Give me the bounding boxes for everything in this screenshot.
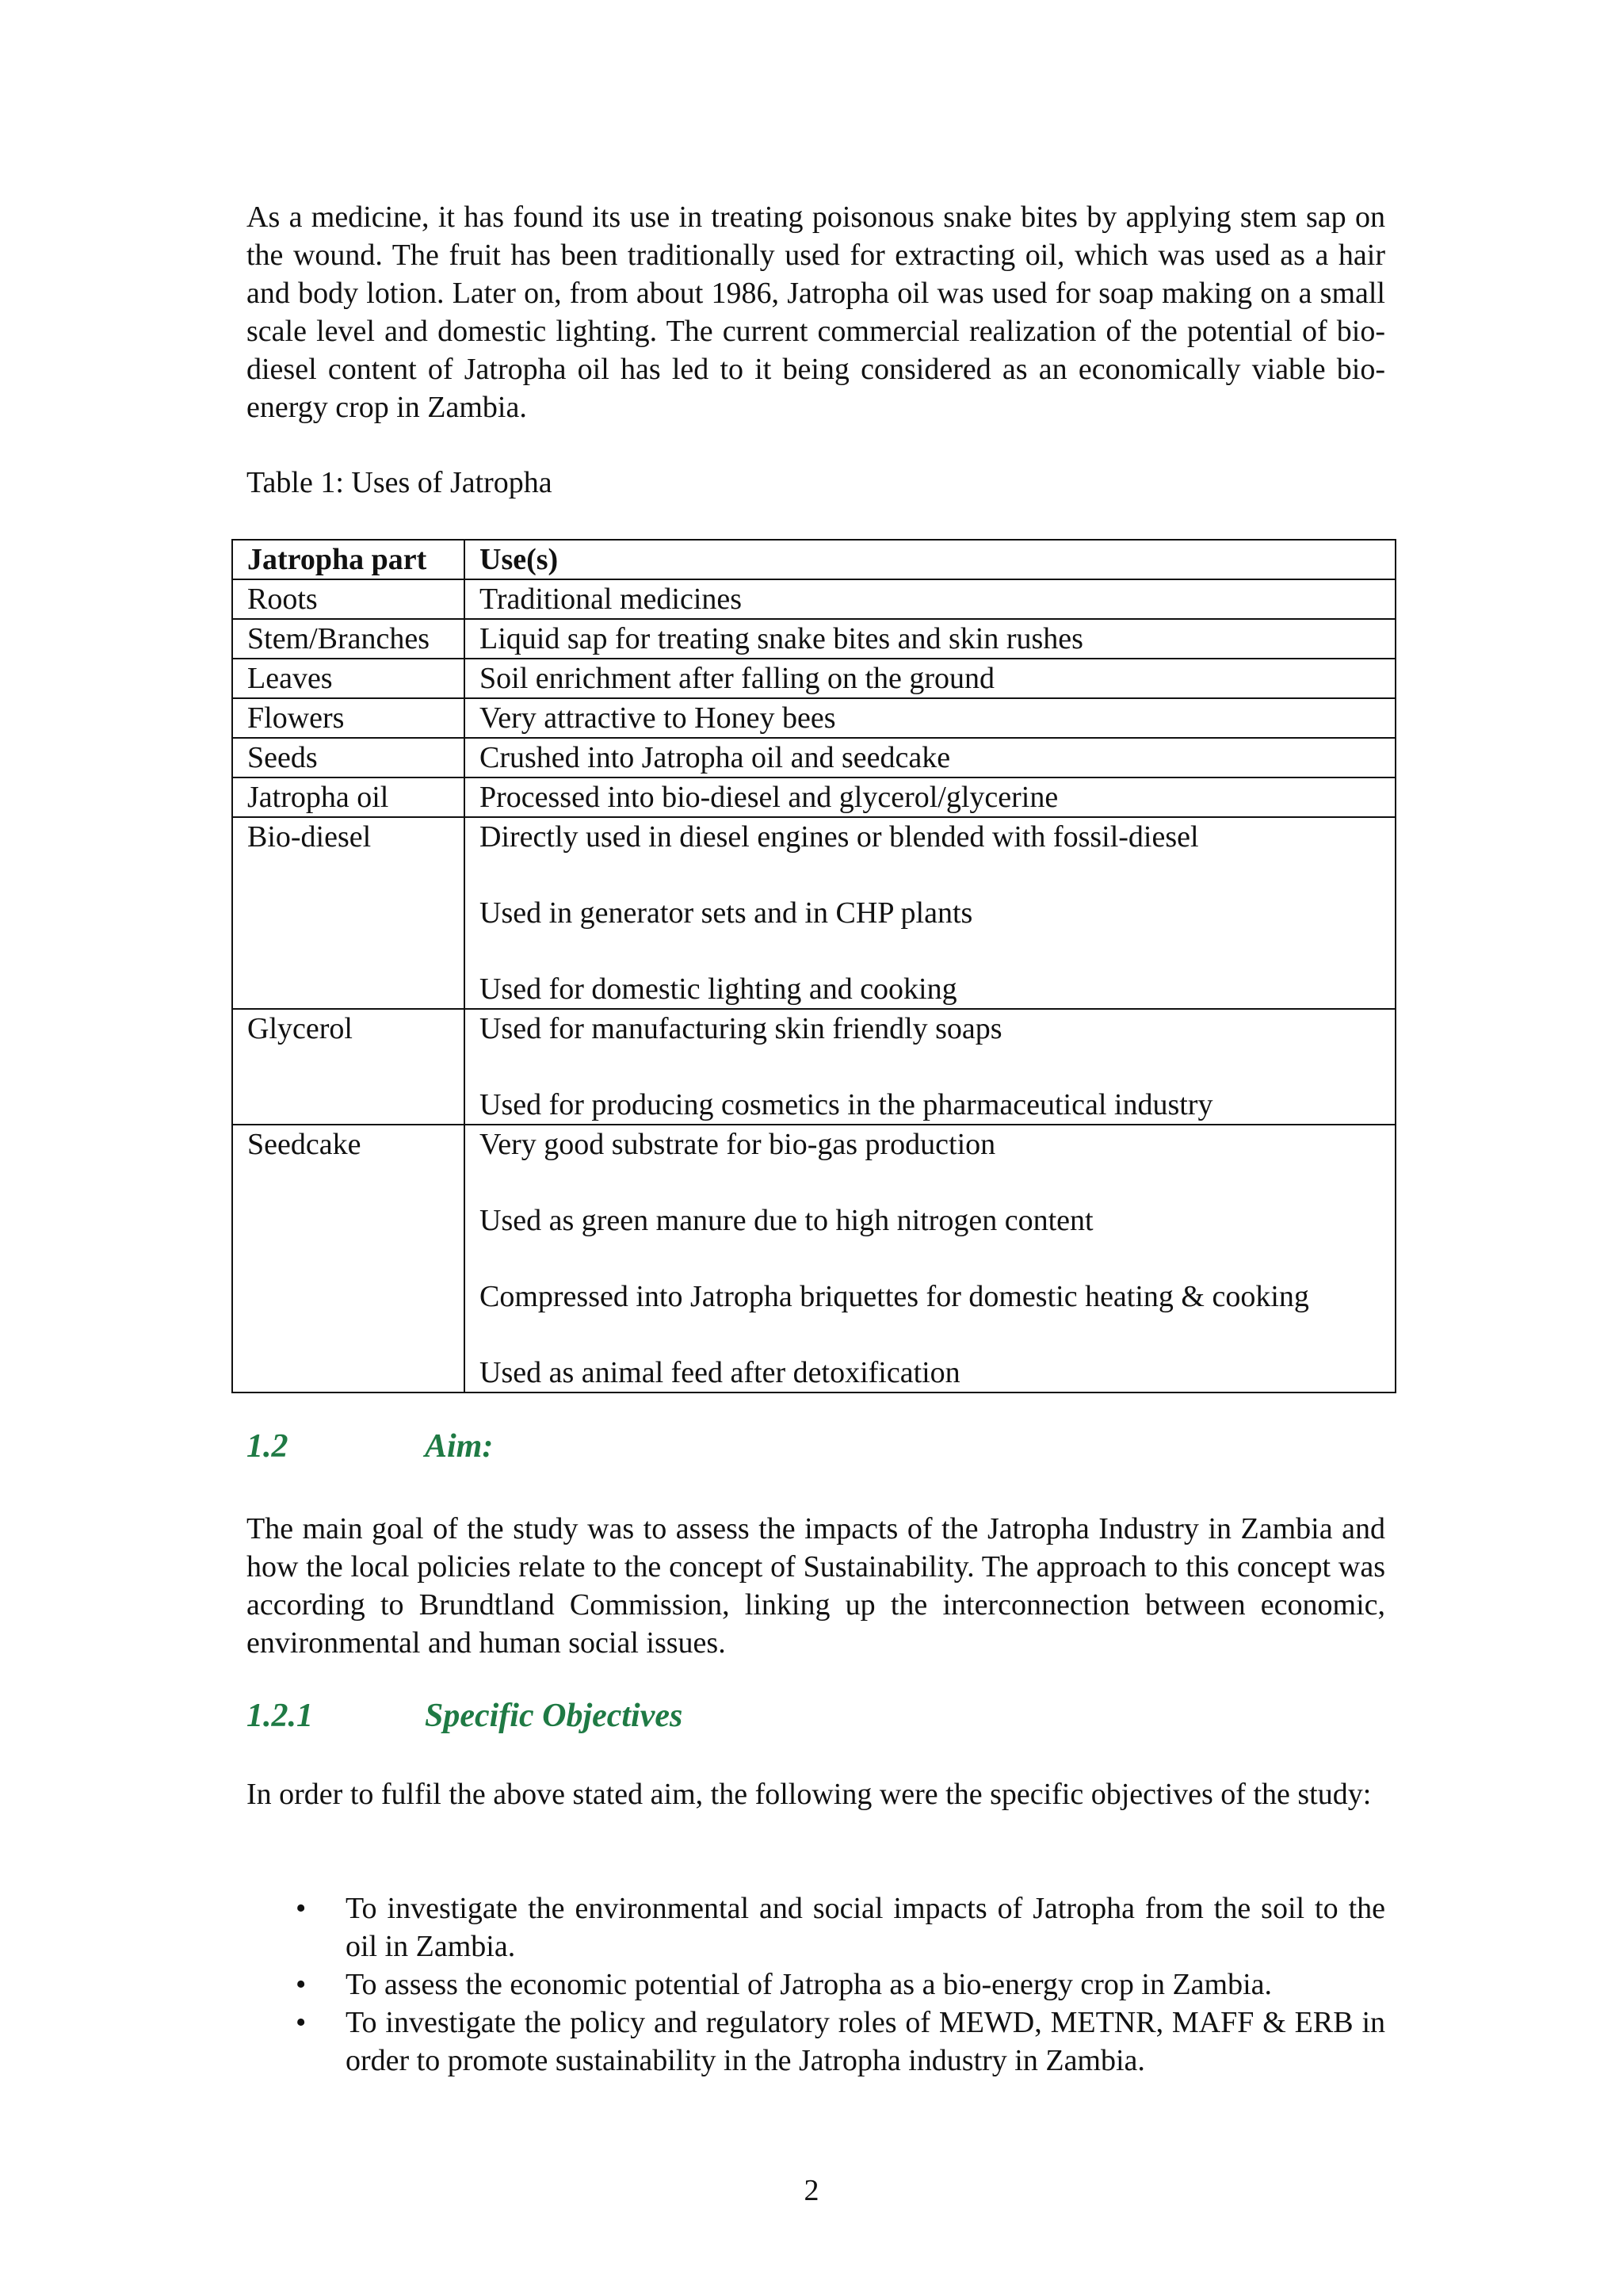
use-spacer [479,1316,1390,1354]
use-entry: Used as green manure due to high nitrogen content [479,1204,1094,1237]
uses-table [231,539,1396,1393]
table-row [232,817,1396,1009]
table-header-row [232,540,1396,579]
table-row [232,659,1396,698]
use-spacer [479,1163,1390,1201]
use-entry: Directly used in diesel engines or blended with fossil-diesel [479,820,1199,854]
aim-heading-number: 1.2 [246,1428,288,1465]
list-item [246,1966,1385,2004]
objectives-heading-title: Specific Objectives [425,1698,683,1734]
table-cell-part: Seeds [232,738,464,777]
table-cell-part: Leaves [232,659,464,698]
use-entry: Used for producing cosmetics in the pharmaceutical industry [479,1088,1213,1121]
bullet-icon: • [296,1968,307,2001]
table-cell-part: Flowers [232,698,464,738]
use-entry: Used for domestic lighting and cooking [479,972,957,1006]
page-number: 2 [804,2174,819,2207]
use-entry: Used for manufacturing skin friendly soaps [479,1012,1002,1045]
table-cell-uses [464,579,1396,619]
use-spacer [479,1048,1390,1086]
objective-text: To investigate the environmental and social impacts of Jatropha from the soil to the oil in Zambia. [346,1892,1385,1963]
objectives-list [246,1889,1385,2080]
use-spacer [479,856,1390,894]
table-cell-uses [464,619,1396,659]
table-cell-uses [464,1009,1396,1125]
table-row [232,1009,1396,1125]
use-spacer [479,1240,1390,1278]
table-cell-part: Roots [232,579,464,619]
list-item [246,1889,1385,1966]
use-entry: Compressed into Jatropha briquettes for domestic heating & cooking [479,1280,1309,1313]
use-entry: Very good substrate for bio-gas production [479,1128,996,1161]
table-row [232,579,1396,619]
use-entry: Soil enrichment after falling on the ground [479,662,995,695]
table-cell-uses [464,777,1396,817]
column-header-uses: Use(s) [464,540,1396,579]
use-entry: Used as animal feed after detoxification [479,1356,960,1389]
use-entry: Traditional medicines [479,583,743,616]
table-row [232,1125,1396,1392]
table-cell-uses [464,659,1396,698]
objective-text: To investigate the policy and regulatory roles of MEWD, METNR, MAFF & ERB in order to promote sustainability in the Jatropha industry in Zambia. [346,2006,1385,2077]
aim-heading-title: Aim: [425,1428,494,1465]
use-entry: Crushed into Jatropha oil and seedcake [479,741,951,774]
use-entry: Used in generator sets and in CHP plants [479,896,973,930]
table-row [232,619,1396,659]
aim-paragraph: The main goal of the study was to assess the impacts of the Jatropha Industry in Zambia and how the local policies relate to the concept of Sustainability. The approach to this concept was according to Brundtland Commission, linking up the interconnection between economic, environmental and human social issues. [246,1512,1385,1660]
table-cell-uses [464,738,1396,777]
column-header-part: Jatropha part [232,540,464,579]
table-cell-part: Stem/Branches [232,619,464,659]
table-body [232,579,1396,1392]
bullet-icon: • [296,1892,307,1925]
intro-paragraph: As a medicine, it has found its use in treating poisonous snake bites by applying stem sap on the wound. The fruit has been traditionally used for extracting oil, which was used as a hair and body lotion. Later on, from about 1986, Jatropha oil was used for soap making on a small scale level and domestic lighting. The current commercial realization of the potential of bio-diesel content of Jatropha oil has led to it being considered as an economically viable bio-energy crop in Zambia. [246,201,1385,424]
table-cell-uses [464,698,1396,738]
bullet-icon: • [296,2006,307,2039]
table-cell-part: Jatropha oil [232,777,464,817]
table-cell-part: Bio-diesel [232,817,464,1009]
use-entry: Processed into bio-diesel and glycerol/glycerine [479,781,1059,814]
list-item [246,2004,1385,2080]
objective-text: To assess the economic potential of Jatropha as a bio-energy crop in Zambia. [346,1968,1273,2001]
table-cell-uses [464,817,1396,1009]
table-cell-uses [464,1125,1396,1392]
aim-heading [246,1427,493,1466]
use-entry: Very attractive to Honey bees [479,701,836,735]
table-row [232,698,1396,738]
table-row [232,777,1396,817]
table-row [232,738,1396,777]
objectives-heading-number: 1.2.1 [246,1698,313,1734]
use-spacer [479,932,1390,970]
objectives-intro-paragraph: In order to fulfil the above stated aim, the following were the specific objectives of the study: [246,1778,1372,1811]
use-entry: Liquid sap for treating snake bites and skin rushes [479,622,1083,655]
table-cell-part: Seedcake [232,1125,464,1392]
objectives-heading [246,1696,682,1736]
table-caption: Table 1: Uses of Jatropha [246,466,552,499]
table-cell-part: Glycerol [232,1009,464,1125]
